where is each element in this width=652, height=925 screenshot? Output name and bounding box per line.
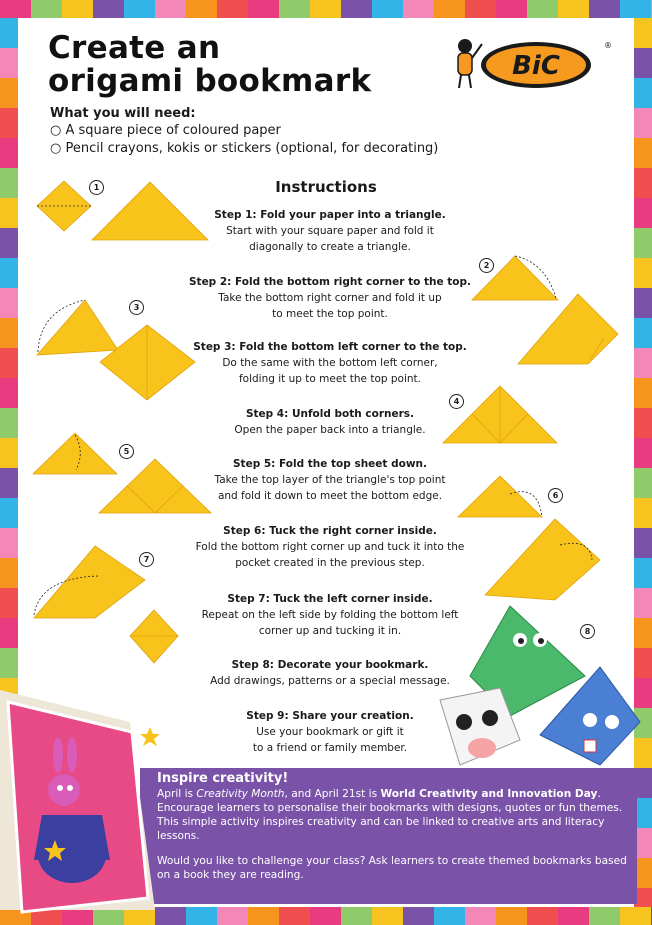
inspire-paragraph-2: Would you like to challenge your class? Ask learners to create themed bookmarks based on a book they are reading.: [157, 855, 627, 881]
diagram-number: 8: [580, 624, 595, 639]
step-3: Step 3: Fold the bottom left corner to the top. Do the same with the bottom left corner, folding it up to meet the top point.: [193, 341, 467, 385]
diagram-number: 2: [479, 258, 494, 273]
step-4: Step 4: Unfold both corners. Open the paper back into a triangle.: [234, 408, 426, 436]
inspire-heading: Inspire creativity!: [157, 771, 289, 786]
inspire-paragraph-1: April is Creativity Month, and April 21st is World Creativity and Innovation Day. Encourage learners to personalise their bookmarks with designs, quotes or fun themes. This simple activity inspires creativity and can be linked to creative arts and literacy lessons.: [157, 788, 623, 842]
step-1: Step 1: Fold your paper into a triangle. Start with your square paper and fold it diagonally to create a triangle.: [214, 209, 446, 253]
need-item: ○ Pencil crayons, kokis or stickers (optional, for decorating): [50, 140, 438, 158]
diagram-number: 3: [129, 300, 144, 315]
step-9: Step 9: Share your creation. Use your bookmark or gift it to a friend or family member.: [246, 710, 414, 754]
needs-heading: What you will need:: [50, 106, 196, 121]
step-7: Step 7: Tuck the left corner inside. Repeat on the left side by folding the bottom left corner up and tucking it in.: [201, 593, 459, 637]
svg-text:BiC: BiC: [512, 51, 560, 81]
svg-text:®: ®: [604, 41, 612, 50]
diagram-number: 5: [119, 444, 134, 459]
need-item: ○ A square piece of coloured paper: [50, 122, 438, 140]
diagram-number: 6: [548, 488, 563, 503]
step-8: Step 8: Decorate your bookmark. Add drawings, patterns or a special message.: [210, 659, 450, 687]
diagram-number: 7: [139, 552, 154, 567]
page-title: Create an origami bookmark: [48, 30, 372, 99]
step-6: Step 6: Tuck the right corner inside. Fold the bottom right corner up and tuck it into the pocket created in the previous step.: [195, 525, 465, 569]
diagram-number: 1: [89, 180, 104, 195]
diagram-number: 4: [449, 394, 464, 409]
instructions-heading: Instructions: [275, 178, 377, 196]
step-2: Step 2: Fold the bottom right corner to the top. Take the bottom right corner and fold it up to meet the top point.: [188, 276, 471, 320]
step-5: Step 5: Fold the top sheet down. Take the top layer of the triangle's top point and fold it down to meet the bottom edge.: [214, 458, 446, 502]
